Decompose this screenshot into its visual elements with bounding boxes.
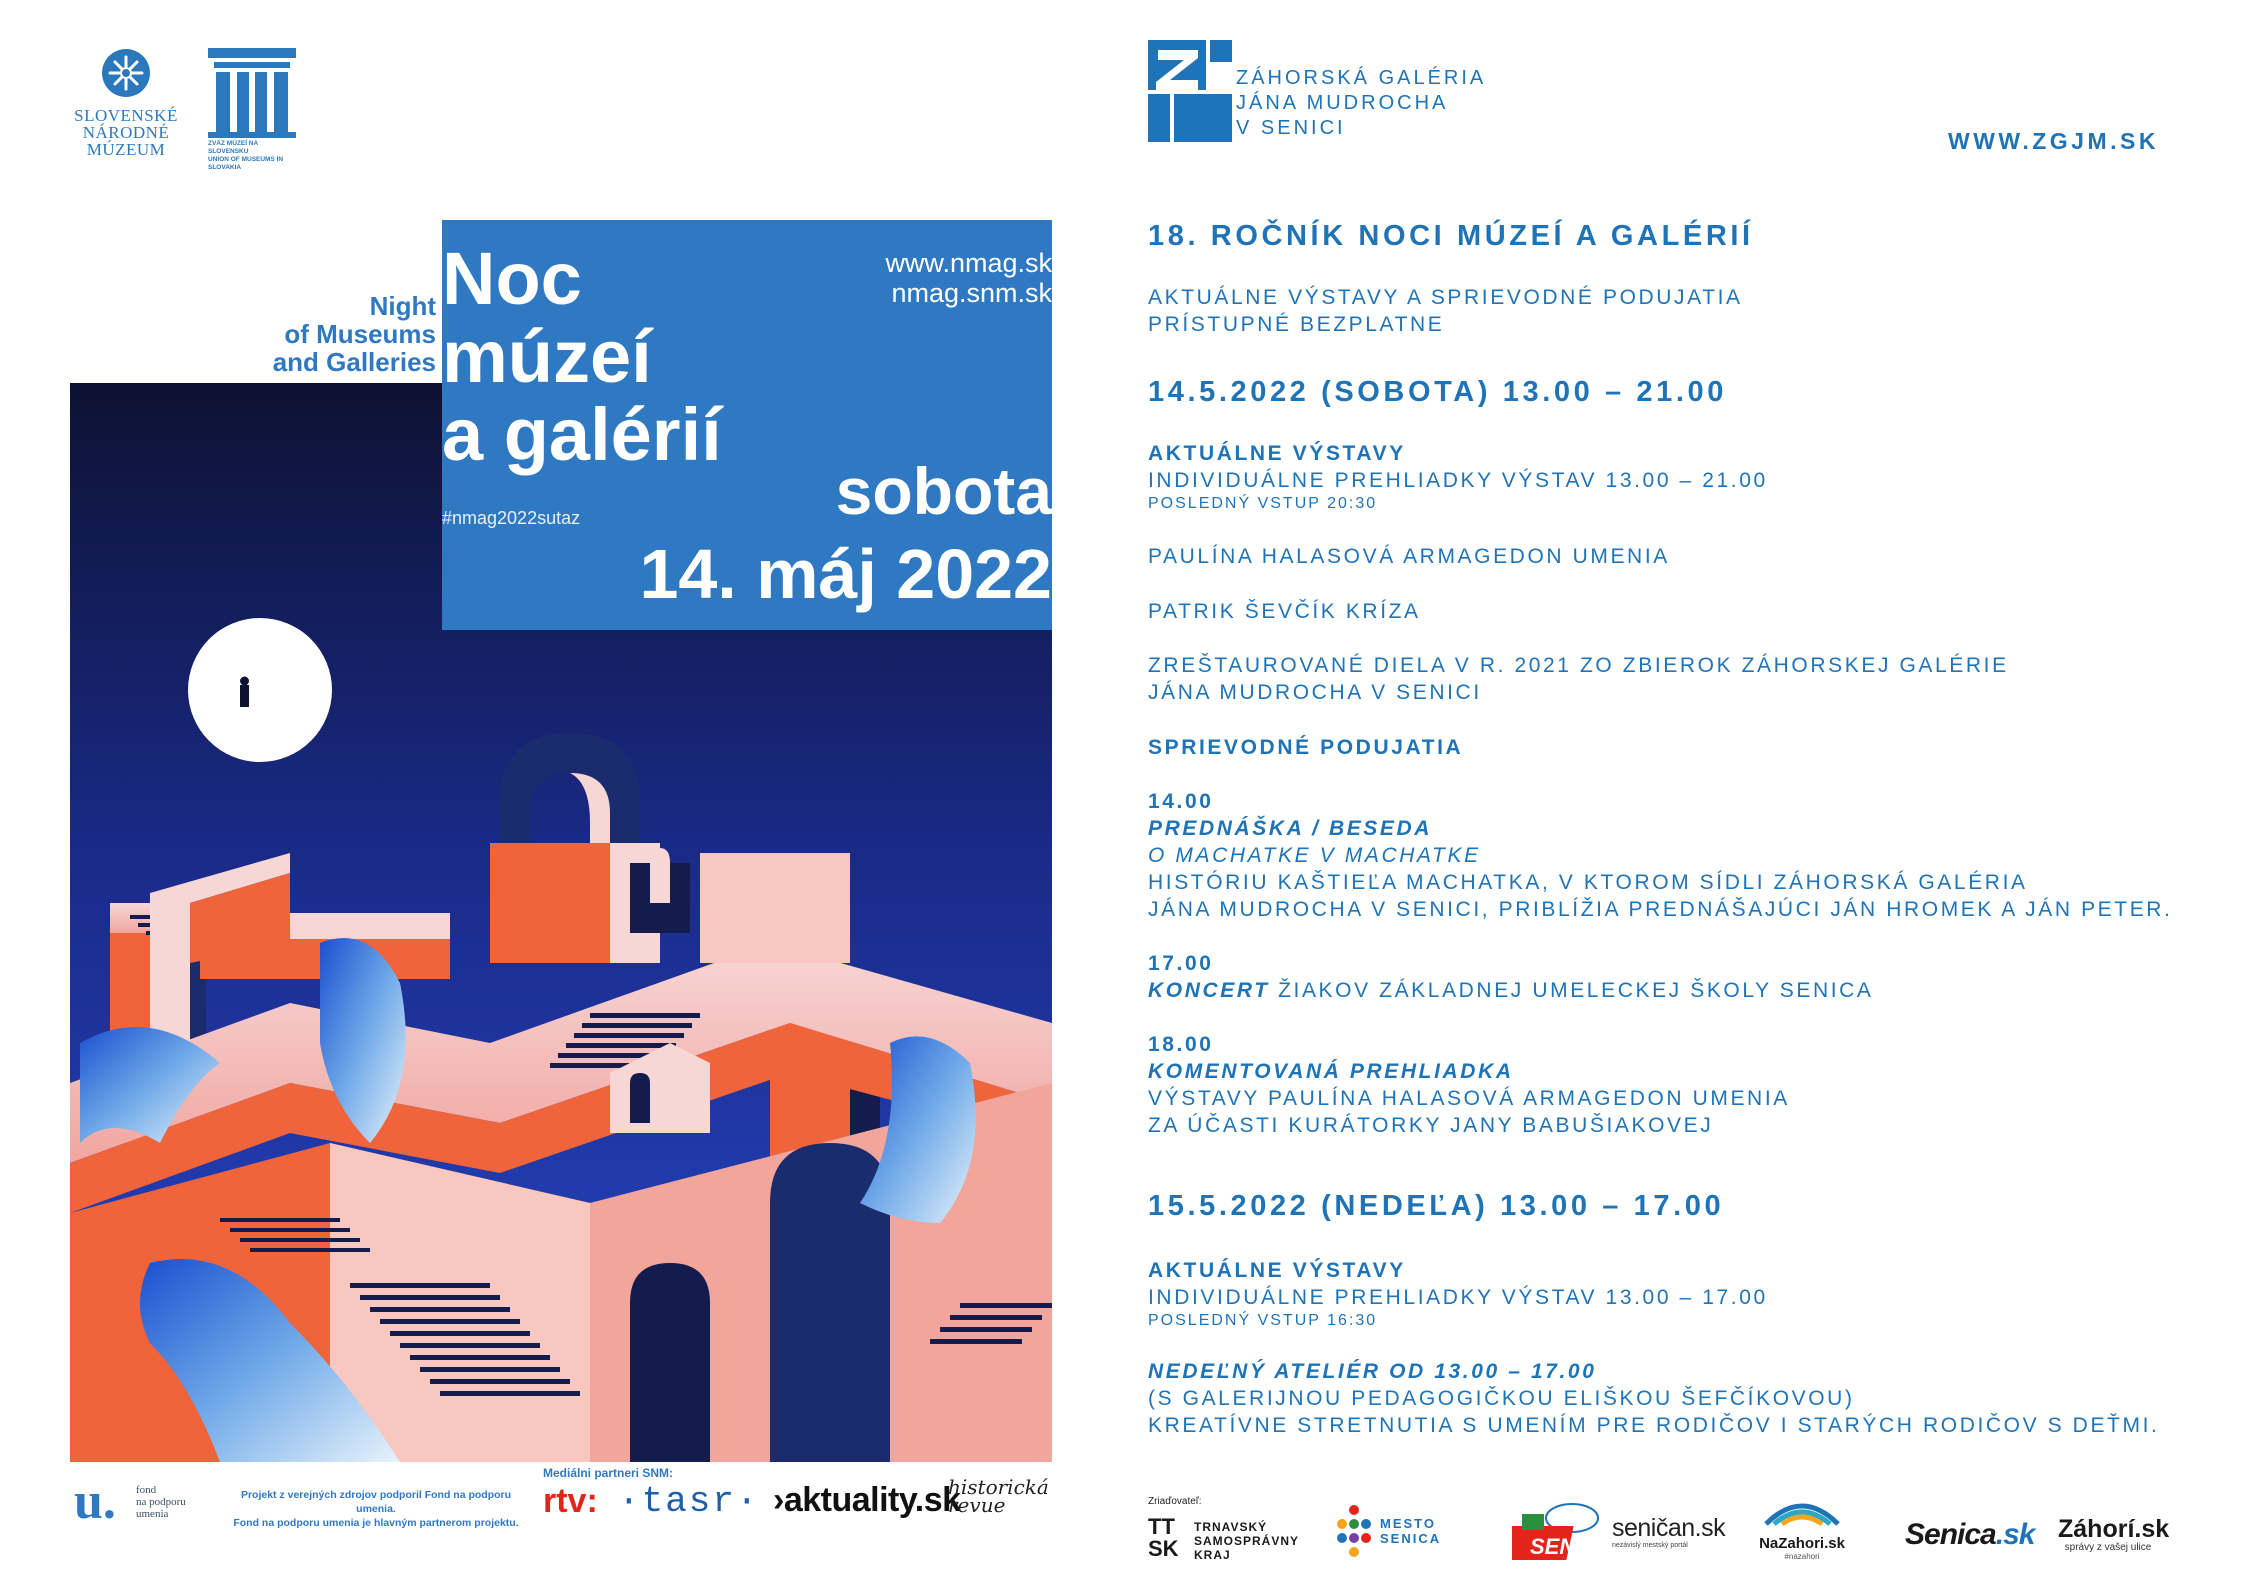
fond-letter: u. — [74, 1473, 116, 1530]
event-1-time: 14.00 — [1148, 790, 1214, 813]
sunday-tours: INDIVIDUÁLNE PREHLIADKY VÝSTAV 13.00 – 17.00 — [1148, 1286, 1768, 1309]
rtv-wordmark: rtv: — [543, 1482, 598, 1520]
saturday-exhibition-3b: JÁNA MUDROCHA V SENICI — [1148, 681, 1482, 704]
slovenske-narodne-muzeum-logo — [68, 48, 184, 158]
zahori-text: Záhorí.sk — [2058, 1515, 2170, 1543]
event-1-title: O MACHATKE V MACHATKE — [1148, 844, 1481, 867]
sunday-last-entry: POSLEDNÝ VSTUP 16:30 — [1148, 1312, 1378, 1329]
sunday-atelier-desc-1: (S GALERIJNOU PEDAGOGIČKOU ELIŠKOU ŠEFČÍKOVOU) — [1148, 1387, 1855, 1410]
poster-urls: www.nmag.sk nmag.snm.sk — [885, 248, 1052, 308]
tasr-logo: ·tasr· — [618, 1481, 760, 1522]
night-of-museums-poster — [70, 220, 1052, 1462]
ttsk-name: TRNAVSKÝ SAMOSPRÁVNY KRAJ — [1194, 1520, 1300, 1562]
snm-flower-icon — [101, 48, 151, 98]
zms-name: ZVÄZ MÚZEÍ NA SLOVENSKU UNION OF MUSEUMS IN SLOVAKIA — [208, 140, 284, 171]
event-2-time: 17.00 — [1148, 952, 1214, 975]
poster-hashtag: #nmag2022sutaz — [442, 508, 581, 528]
intro-line-2: PRÍSTUPNÉ BEZPLATNE — [1148, 313, 1445, 336]
fond-na-podporu-umenia-logo — [74, 1473, 214, 1532]
senican-sub: nezávislý mestský portál — [1612, 1542, 1688, 1549]
event-3-time: 18.00 — [1148, 1033, 1214, 1056]
event-3-type: KOMENTOVANÁ PREHLIADKA — [1148, 1060, 1514, 1083]
saturday-exhibition-3a: ZREŠTAUROVANÉ DIELA V R. 2021 ZO ZBIEROK ZÁHORSKEJ GALÉRIE — [1148, 654, 2009, 677]
historicka-revue-logo: historická revue — [948, 1475, 1049, 1517]
zahori-sk-logo — [2058, 1515, 2170, 1560]
senica-dots-icon — [1330, 1502, 1378, 1562]
sunday-atelier-desc-2: KREATÍVNE STRETNUTIA S UMENÍM PRE RODIČOV I STARÝCH RODIČOV S DEŤMI. — [1148, 1414, 2160, 1437]
rtvs-logo — [543, 1484, 613, 1524]
senican-logo — [1612, 1514, 1732, 1560]
gallery-name: ZÁHORSKÁ GALÉRIA JÁNA MUDROCHA V SENICI — [1236, 67, 1487, 139]
ttsk-abbr: TT SK — [1148, 1514, 1179, 1561]
tv-sen-logo — [1512, 1496, 1602, 1566]
edition-heading: 18. ROČNÍK NOCI MÚZEÍ A GALÉRIÍ — [1148, 220, 1754, 252]
event-3-desc-2: ZA ÚČASTI KURÁTORKY JANY BABUŠIAKOVEJ — [1148, 1114, 1714, 1137]
event-2-line — [1148, 977, 1874, 1004]
mesto-senica-text: MESTO SENICA — [1380, 1516, 1442, 1546]
founder-label: Zriaďovateľ: — [1148, 1496, 1202, 1507]
event-1-desc-1: HISTÓRIU KAŠTIEĽA MACHATKA, V KTOROM SÍDLI ZÁHORSKÁ GALÉRIA — [1148, 871, 2028, 894]
poster-date: 14. máj 2022 — [639, 535, 1052, 613]
sunday-atelier: NEDEĽNÝ ATELIÉR OD 13.00 – 17.00 — [1148, 1360, 1597, 1383]
event-3-desc-1: VÝSTAVY PAULÍNA HALASOVÁ ARMAGEDON UMENIA — [1148, 1087, 1790, 1110]
aktuality-logo: ›aktuality.sk — [773, 1481, 961, 1519]
fond-name: fond na podporu umenia — [136, 1484, 186, 1520]
saturday-exhibitions-label: AKTUÁLNE VÝSTAVY — [1148, 442, 1406, 465]
nazahori-text: NaZahori.sk — [1759, 1535, 1845, 1552]
poster-title-block — [442, 220, 1052, 630]
tvsen-text: SEN — [1530, 1534, 1576, 1559]
event-1-desc-2: JÁNA MUDROCHA V SENICI, PRIBLÍŽIA PREDNÁŠAJÚCI JÁN HROMEK A JÁN PETER. — [1148, 898, 2173, 921]
nazahori-sub: #nazahori — [1784, 1552, 1820, 1561]
fond-support-note: Projekt z verejných zdrojov podporil Fond na podporu umenia. Fond na podporu umenia je hlavným partnerom projektu. — [233, 1489, 519, 1529]
mesto-senica-logo — [1330, 1502, 1460, 1562]
snm-name: SLOVENSKÉ NÁRODNÉ MÚZEUM — [74, 106, 178, 159]
intro-line-1: AKTUÁLNE VÝSTAVY A SPRIEVODNÉ PODUJATIA — [1148, 286, 1743, 309]
sunday-exhibitions-label: AKTUÁLNE VÝSTAVY — [1148, 1259, 1406, 1282]
senicask-tld: .sk — [1995, 1518, 2035, 1551]
poster-title: Noc múzeí a galérií — [442, 237, 722, 476]
poster-night-of-museums-en: Night of Museums and Galleries — [272, 291, 436, 377]
trnavsky-kraj-logo — [1148, 1516, 1328, 1566]
museum-columns-icon — [208, 48, 296, 138]
saturday-events-label: SPRIEVODNÉ PODUJATIA — [1148, 736, 1464, 759]
zahori-sub: správy z vašej ulice — [2064, 1542, 2152, 1553]
nazahori-wave-icon — [1762, 1494, 1842, 1530]
event-1-type: PREDNÁŠKA / BESEDA — [1148, 817, 1433, 840]
senica-sk-logo — [1905, 1518, 2034, 1552]
gallery-url[interactable]: WWW.ZGJM.SK — [1948, 128, 2159, 154]
saturday-last-entry: POSLEDNÝ VSTUP 20:30 — [1148, 495, 1378, 512]
senican-text: seničan.sk — [1612, 1514, 1726, 1542]
event-2-desc: ŽIAKOV ZÁKLADNEJ UMELECKEJ ŠKOLY SENICA — [1269, 979, 1874, 1002]
saturday-exhibition-1: PAULÍNA HALASOVÁ ARMAGEDON UMENIA — [1148, 545, 1670, 568]
poster-day: sobota — [835, 454, 1052, 528]
saturday-exhibition-2: PATRIK ŠEVČÍK KRÍZA — [1148, 600, 1421, 623]
nazahori-logo — [1752, 1494, 1852, 1564]
senicask-text: Senica — [1905, 1518, 1996, 1551]
zvaz-muzei-logo — [208, 48, 296, 171]
event-2-type: KONCERT — [1148, 979, 1270, 1002]
sunday-heading: 15.5.2022 (NEDEĽA) 13.00 – 17.00 — [1148, 1190, 1725, 1222]
media-partners-label: Mediálni partneri SNM: — [543, 1466, 674, 1480]
saturday-heading: 14.5.2022 (SOBOTA) 13.00 – 21.00 — [1148, 376, 1727, 408]
saturday-tours: INDIVIDUÁLNE PREHLIADKY VÝSTAV 13.00 – 21.00 — [1148, 469, 1768, 492]
